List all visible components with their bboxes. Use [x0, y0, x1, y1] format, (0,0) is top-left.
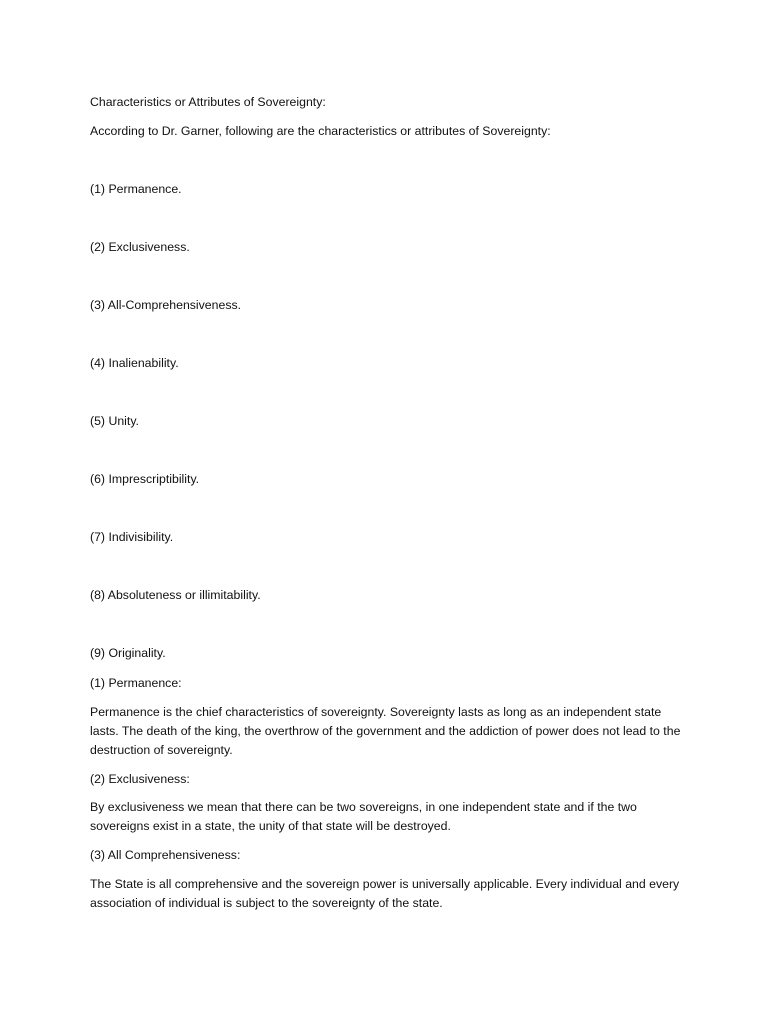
- document-title: Characteristics or Attributes of Sovereignty:: [90, 95, 326, 109]
- section-body: Permanence is the chief characteristics of sovereignty. Sovereignty lasts as long as an independent state lasts. The death of the king, the overthrow of the government and the addiction of power does not lead to the destruction of sovereignty.: [90, 705, 681, 757]
- list-item: (5) Unity.: [90, 414, 139, 428]
- section-heading: (1) Permanence:: [90, 676, 182, 690]
- list-item: (3) All-Comprehensiveness.: [90, 298, 242, 312]
- section-body: The State is all comprehensive and the sovereign power is universally applicable. Every individual and every association of individual is subject to the sovereignty of the state.: [90, 877, 680, 910]
- list-item: (4) Inalienability.: [90, 356, 179, 370]
- list-item: (2) Exclusiveness.: [90, 240, 190, 254]
- list-item: (9) Originality.: [90, 646, 166, 660]
- list-item: (7) Indivisibility.: [90, 530, 174, 544]
- intro-paragraph: According to Dr. Garner, following are the characteristics or attributes of Sovereignty:: [90, 124, 551, 138]
- section-heading: (2) Exclusiveness:: [90, 772, 190, 786]
- section-heading: (3) All Comprehensiveness:: [90, 848, 241, 862]
- list-item: (6) Imprescriptibility.: [90, 472, 200, 486]
- section-body: By exclusiveness we mean that there can be two sovereigns, in one independent state and if the two sovereigns exist in a state, the unity of that state will be destroyed.: [90, 800, 637, 833]
- list-item: (8) Absoluteness or illimitability.: [90, 588, 261, 602]
- list-item: (1) Permanence.: [90, 182, 182, 196]
